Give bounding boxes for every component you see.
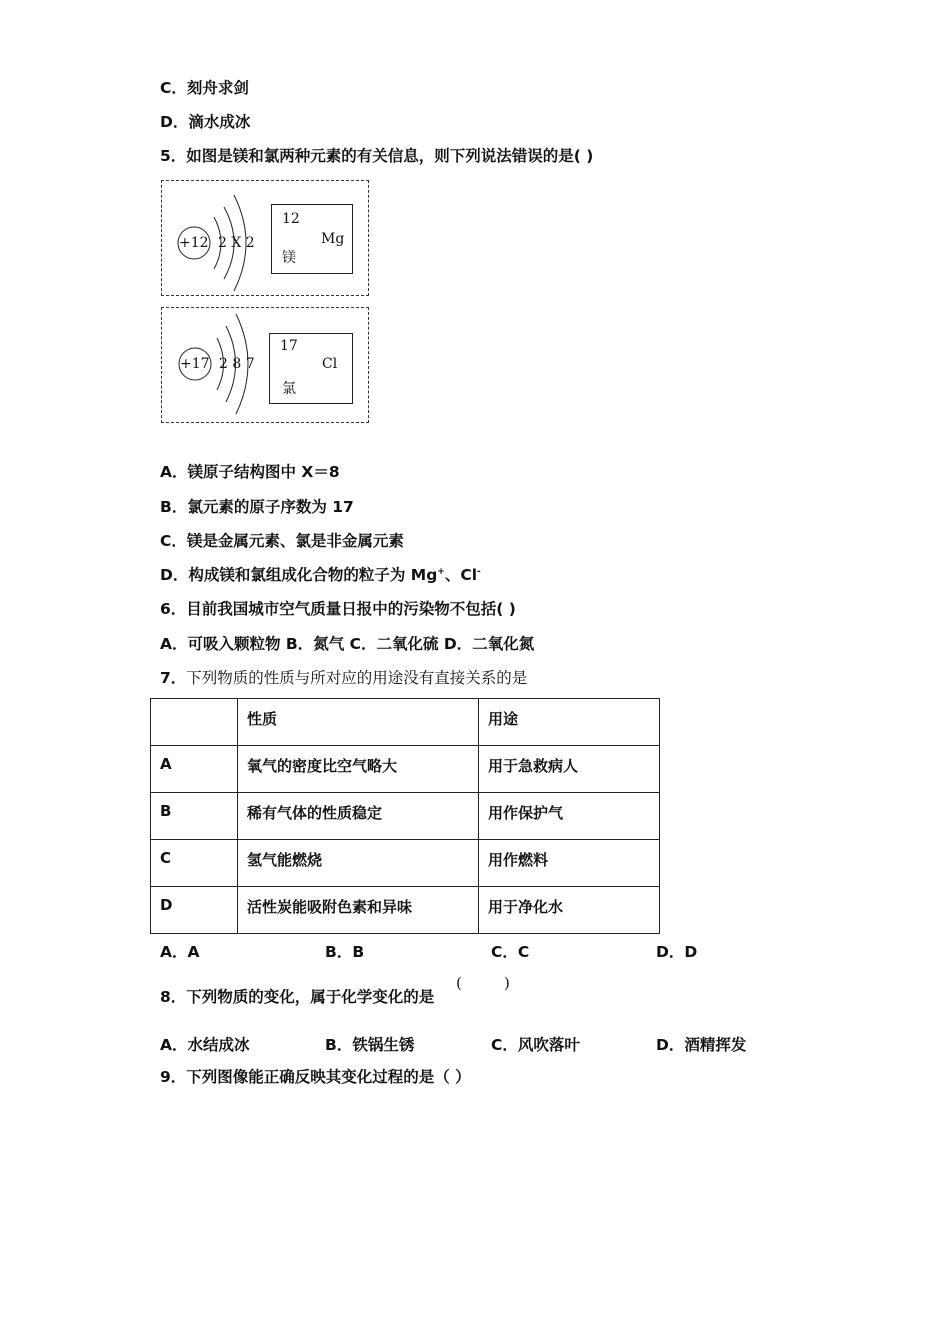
q6-options: A．可吸入颗粒物 B．氮气 C．二氧化硫 D．二氧化氮 [160,635,535,653]
table-header-cell: 用途 [479,699,660,746]
table-cell: 氧气的密度比空气略大 [238,746,479,793]
q8-option-c: C．风吹落叶 [491,1036,580,1054]
table-cell: 活性炭能吸附色素和异味 [238,887,479,934]
q5-option-c: C．镁是金属元素、氯是非金属元素 [160,532,404,550]
cl-symbol: Cl [322,356,338,372]
cl-ion-charge: - [477,566,481,577]
table-cell: 用于净化水 [479,887,660,934]
q5-option-b: B．氯元素的原子序数为 17 [160,498,354,516]
q7-option-c: C．C [491,943,530,961]
q7-number: 7． [160,669,187,687]
cl-nucleus: +17 [180,356,210,372]
q7-option-a: A．A [160,943,200,961]
q7-stem: 下列物质的性质与所对应的用途没有直接关系的是 [186,669,528,687]
mg-element-card [271,204,353,274]
table-cell: 氢气能燃烧 [238,840,479,887]
mg-symbol: Mg [321,231,345,247]
mg-shells: 2 X 2 [218,235,255,251]
table-row [151,793,660,840]
q7-stem-line [160,668,527,688]
mg-name: 镁 [282,250,296,266]
q5-option-d-mid: 、Cl [444,566,478,584]
q8-paren-close: ) [504,974,510,992]
cl-atom-diagram [161,307,369,423]
q8-option-d: D．酒精挥发 [656,1036,747,1054]
mg-nucleus: +12 [179,235,209,251]
mg-atomic-number: 12 [282,211,300,227]
table-header-cell [151,699,238,746]
table-cell: 用于急救病人 [479,746,660,793]
q4-option-c: C．刻舟求剑 [160,79,249,97]
q7-option-d: D．D [656,943,698,961]
q8-option-b: B．铁锅生锈 [325,1036,415,1054]
table-cell: 用作燃料 [479,840,660,887]
q9-stem: 9．下列图像能正确反映其变化过程的是（ ） [160,1068,471,1086]
cl-name: 氯 [282,381,296,397]
q5-option-a: A．镁原子结构图中 X＝8 [160,463,340,481]
table-cell: A [151,746,238,793]
cl-shells: 2 8 7 [219,356,255,372]
table-cell: 用作保护气 [479,793,660,840]
q5-stem: 5．如图是镁和氯两种元素的有关信息，则下列说法错误的是( ) [160,147,594,165]
q4-option-d: D．滴水成冰 [160,113,251,131]
q6-stem: 6．目前我国城市空气质量日报中的污染物不包括( ) [160,600,516,618]
table-header-cell: 性质 [238,699,479,746]
table-cell: B [151,793,238,840]
table-header-row [151,699,660,746]
mg-ion-charge: + [437,566,445,577]
table-row [151,746,660,793]
table-row [151,840,660,887]
table-row [151,887,660,934]
table-cell: C [151,840,238,887]
q8-stem: 8．下列物质的变化，属于化学变化的是 [160,988,435,1006]
q8-option-a: A．水结成冰 [160,1036,250,1054]
q7-option-b: B．B [325,943,365,961]
q5-option-d-prefix: D．构成镁和氯组成化合物的粒子为 Mg [160,566,438,584]
cl-atomic-number: 17 [280,338,298,354]
q5-option-d [160,565,481,585]
mg-atom-diagram [161,180,369,296]
q7-table [150,698,660,934]
q8-paren-open: ( [456,974,462,992]
table-cell: 稀有气体的性质稳定 [238,793,479,840]
cl-element-card [269,333,353,404]
table-cell: D [151,887,238,934]
